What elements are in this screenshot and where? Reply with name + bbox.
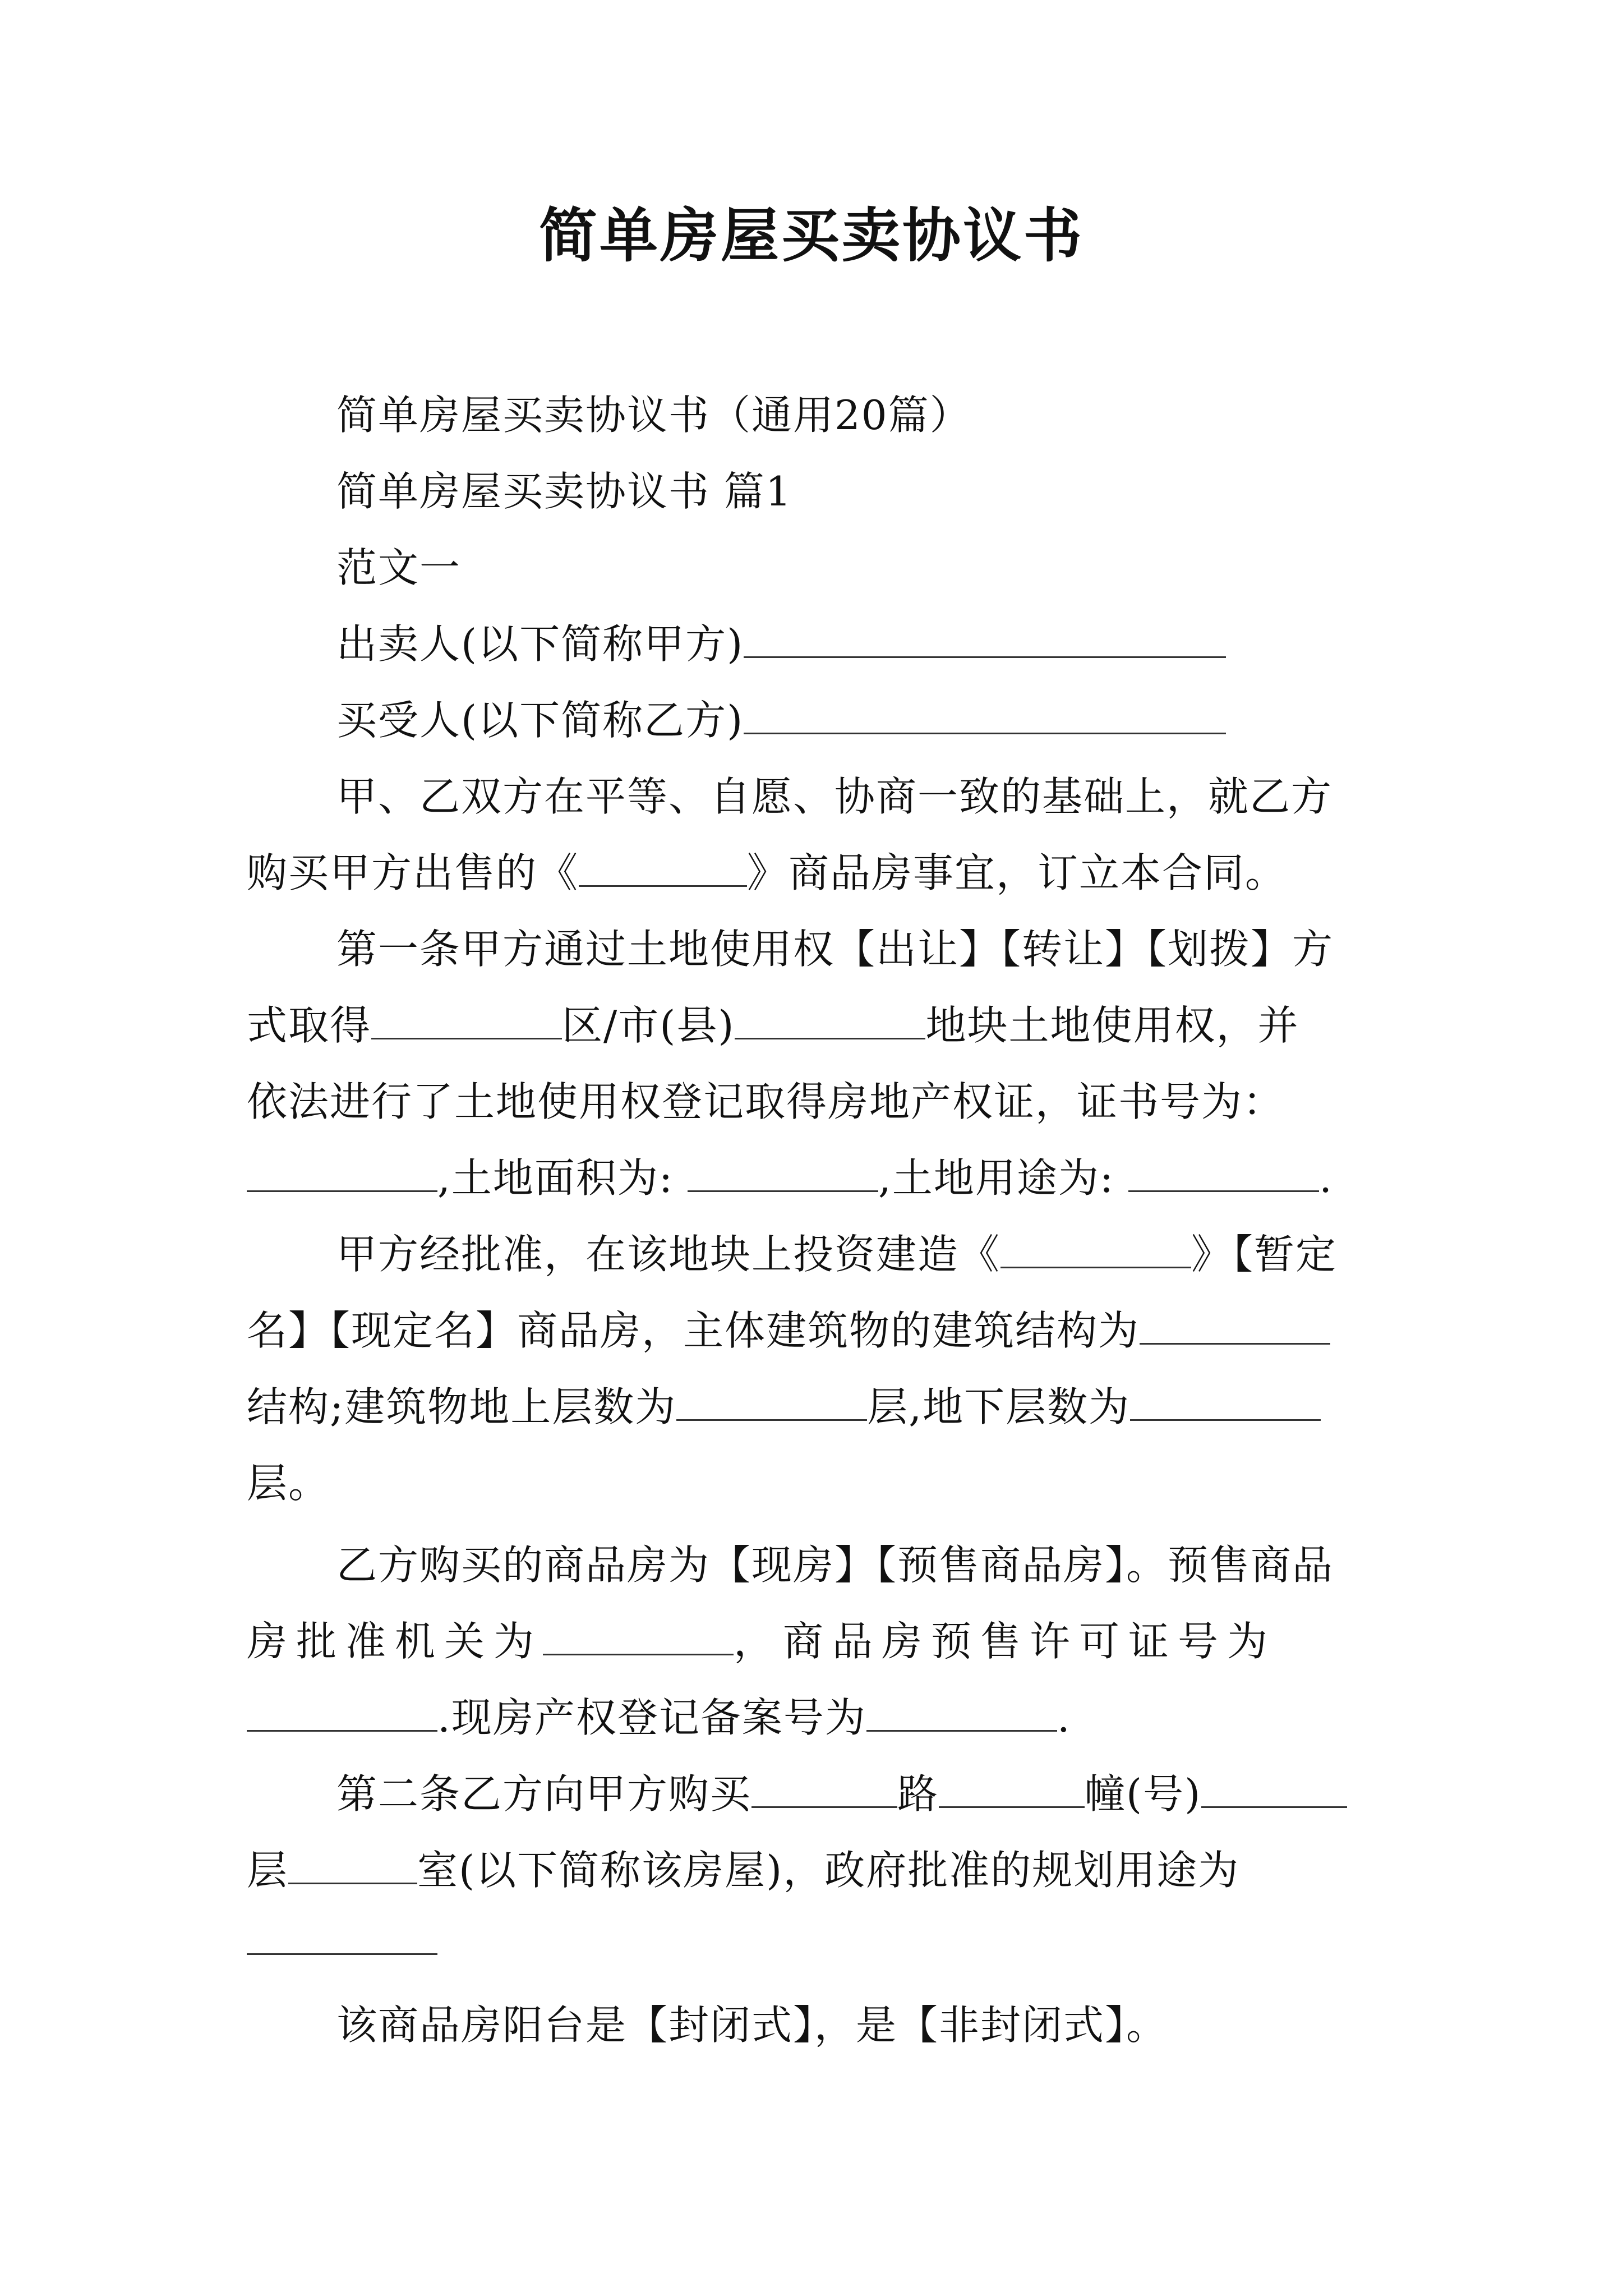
paragraph-text: 购买甲方出售的《 bbox=[247, 849, 579, 896]
above-ground-floors-blank bbox=[676, 1384, 867, 1421]
paragraph-text: 第二条乙方向甲方购买 bbox=[336, 1770, 752, 1818]
subtitle-line bbox=[336, 387, 971, 443]
road-blank bbox=[751, 1772, 897, 1808]
land-area-blank bbox=[688, 1156, 878, 1192]
seller-label: 出卖人(以下简称甲方) bbox=[336, 620, 744, 668]
sample-label bbox=[336, 540, 461, 596]
paragraph-line bbox=[247, 1150, 1333, 1206]
paragraph-line bbox=[336, 1997, 1168, 2053]
paragraph-text: 房批准机关为 bbox=[247, 1618, 543, 1665]
seller-line bbox=[336, 616, 1226, 672]
seller-blank bbox=[744, 622, 1226, 658]
paragraph-line bbox=[336, 1226, 1337, 1282]
paragraph-text: . bbox=[1057, 1694, 1071, 1741]
paragraph-text: 层 bbox=[247, 1847, 289, 1894]
paragraph-text: 层,地下层数为 bbox=[867, 1383, 1131, 1430]
building-number-blank bbox=[939, 1772, 1085, 1808]
registration-number-blank bbox=[866, 1695, 1057, 1732]
paragraph-text: 层。 bbox=[247, 1460, 330, 1507]
room-blank bbox=[288, 1848, 417, 1884]
paragraph-text: 该商品房阳台是【封闭式】，是【非封闭式】。 bbox=[336, 2001, 1168, 2049]
approval-authority-blank bbox=[543, 1619, 734, 1655]
paragraph-text: 地块土地使用权，并 bbox=[925, 1002, 1299, 1049]
paragraph-text: 依法进行了土地使用权登记取得房地产权证，证书号为： bbox=[247, 1078, 1285, 1125]
paragraph-text: 结构;建筑物地上层数为 bbox=[247, 1383, 677, 1430]
buyer-blank bbox=[744, 698, 1226, 734]
paragraph-line bbox=[247, 1613, 1276, 1669]
paragraph-line bbox=[247, 997, 1299, 1053]
paragraph-line bbox=[247, 1913, 437, 1969]
sample-label-text: 范文一 bbox=[336, 544, 462, 591]
subtitle-text: 简单房屋买卖协议书（通用20篇） bbox=[336, 392, 971, 439]
paragraph-text: 甲、乙双方在平等、自愿、协商一致的基础上，就乙方 bbox=[336, 773, 1333, 820]
buyer-label: 买受人(以下简称乙方) bbox=[336, 697, 744, 744]
paragraph-text: 名】【现定名】商品房，主体建筑物的建筑结构为 bbox=[247, 1307, 1140, 1354]
paragraph-line bbox=[247, 1074, 1284, 1130]
paragraph-line bbox=[336, 1537, 1334, 1593]
paragraph-text: 室(以下简称该房屋)，政府批准的规划用途为 bbox=[417, 1847, 1240, 1894]
article-two-line bbox=[336, 1766, 1347, 1822]
land-use-blank bbox=[1128, 1156, 1319, 1192]
floor-blank bbox=[1201, 1772, 1347, 1808]
paragraph-line bbox=[247, 1303, 1330, 1359]
document-title: 简单房屋买卖协议书 bbox=[538, 201, 1084, 270]
paragraph-text: . bbox=[1319, 1154, 1333, 1202]
paragraph-text: .现房产权登记备案号为 bbox=[437, 1694, 866, 1741]
paragraph-text: 路 bbox=[897, 1770, 939, 1818]
paragraph-text: 式取得 bbox=[247, 1002, 372, 1049]
presale-permit-blank bbox=[247, 1695, 437, 1732]
paragraph-text: ,土地面积为: bbox=[437, 1154, 688, 1202]
section-heading bbox=[336, 463, 792, 519]
project-name-blank bbox=[579, 850, 747, 887]
paragraph-line bbox=[247, 1842, 1239, 1898]
paragraph-text: ，商品房预售许可证号为 bbox=[734, 1618, 1277, 1665]
planned-use-blank bbox=[247, 1918, 437, 1955]
building-name-blank bbox=[1000, 1232, 1191, 1268]
paragraph-text: ,土地用途为: bbox=[878, 1154, 1129, 1202]
district-blank bbox=[371, 1003, 562, 1039]
paragraph-line bbox=[247, 1690, 1071, 1746]
paragraph-text: 乙方购买的商品房为【现房】【预售商品房】。预售商品 bbox=[336, 1542, 1334, 1589]
paragraph-line bbox=[247, 845, 1287, 901]
paragraph-line bbox=[247, 1455, 330, 1511]
paragraph-text: 》【暂定 bbox=[1191, 1231, 1338, 1278]
underground-floors-blank bbox=[1130, 1384, 1321, 1421]
paragraph-text: 》商品房事宜，订立本合同。 bbox=[747, 849, 1287, 896]
certificate-number-blank bbox=[247, 1156, 437, 1192]
paragraph-text: 甲方经批准，在该地块上投资建造《 bbox=[336, 1231, 1001, 1278]
paragraph-text: 幢(号) bbox=[1085, 1770, 1202, 1818]
paragraph-line bbox=[336, 769, 1332, 825]
plot-blank bbox=[735, 1003, 925, 1039]
section-heading-text: 简单房屋买卖协议书 篇1 bbox=[336, 468, 792, 515]
article-one-text: 第一条甲方通过土地使用权【出让】【转让】【划拨】方 bbox=[336, 926, 1334, 973]
article-one-line bbox=[336, 921, 1334, 977]
paragraph-line bbox=[247, 1379, 1321, 1435]
structure-blank bbox=[1140, 1308, 1330, 1345]
paragraph-text: 区/市(县) bbox=[562, 1002, 735, 1049]
buyer-line bbox=[336, 692, 1226, 748]
